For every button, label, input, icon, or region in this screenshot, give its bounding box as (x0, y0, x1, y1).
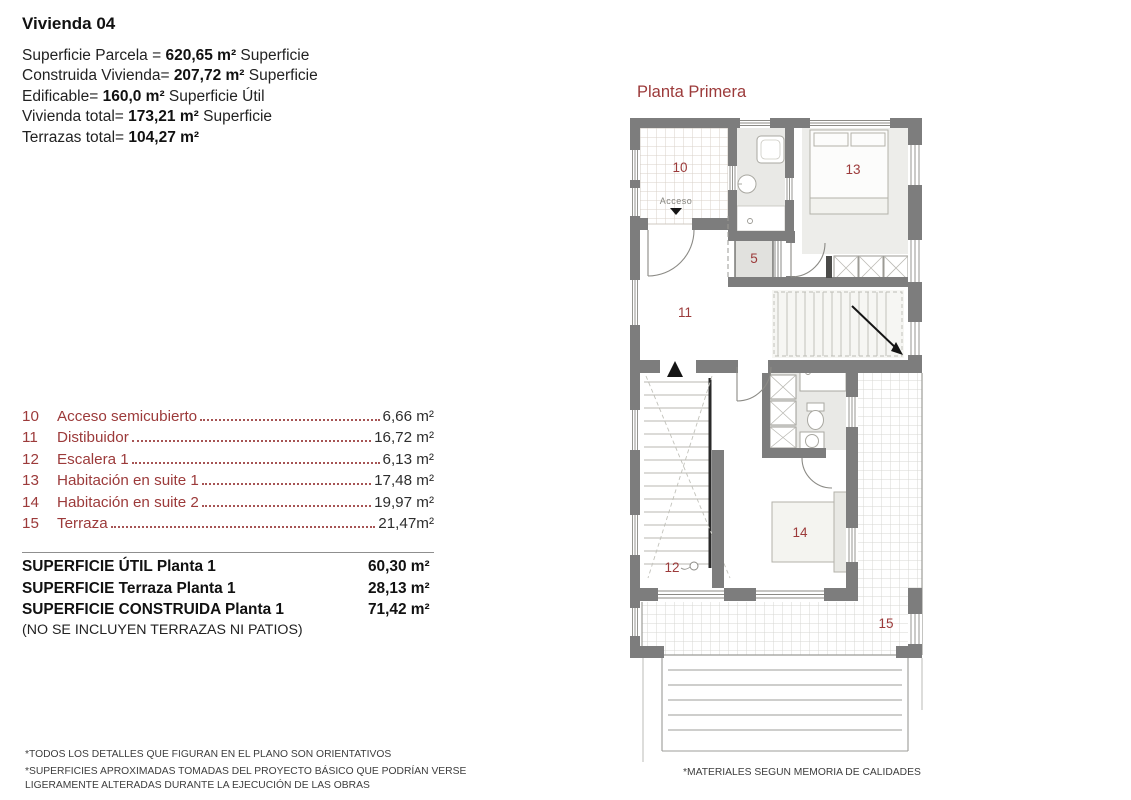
summary-row (22, 599, 434, 621)
stair-up-arrow (667, 361, 683, 377)
room-area: 19,97 m² (374, 493, 434, 511)
label-room5: 5 (750, 251, 758, 266)
room-number: 13 (22, 472, 39, 490)
stat-line: Superficie Parcela = 620,65 m² Superficie (22, 47, 310, 64)
dotted-leader (132, 440, 371, 442)
dotted-leader (111, 526, 376, 528)
surface-stats (22, 46, 318, 148)
stat-line: Construida Vivienda= 207,72 m² Superficie (22, 67, 318, 85)
room-name: Acceso semicubierto (57, 408, 198, 425)
summary-label: SUPERFICIE CONSTRUIDA Planta 1 (22, 601, 284, 619)
floor-plan (620, 110, 950, 770)
door-bath14 (802, 458, 832, 488)
legend-row (22, 515, 434, 536)
room-number: 14 (22, 493, 39, 511)
room-area: 6,13 m² (382, 450, 434, 468)
summary-note: (NO SE INCLUYEN TERRAZAS NI PATIOS) (22, 621, 303, 638)
summary-label: SUPERFICIE Terraza Planta 1 (22, 579, 236, 597)
room-name: Habitación en suite 2 (57, 493, 199, 511)
label-room15: 15 (878, 616, 894, 631)
door-jamb (826, 256, 832, 278)
room-number: 10 (22, 408, 39, 425)
dotted-leader (200, 419, 379, 421)
dotted-leader (202, 505, 371, 507)
summary-label: SUPERFICIE ÚTIL Planta 1 (22, 558, 216, 575)
closet-room13 (834, 256, 908, 280)
bed-room14 (772, 492, 847, 572)
door-room10 (648, 230, 694, 276)
room-name: Terraza (57, 514, 108, 532)
toilet-tank (807, 403, 824, 411)
room-area: 6,66 m² (382, 408, 434, 425)
label-room11: 11 (677, 305, 693, 320)
label-room14: 14 (792, 525, 808, 540)
page-title: Vivienda 04 (22, 14, 116, 33)
stair-label-marker (690, 562, 698, 570)
exterior-steps (662, 658, 908, 751)
footnotes (25, 748, 500, 796)
label-acceso: Acceso (659, 196, 693, 206)
room-legend (22, 408, 434, 536)
label-room10: 10 (672, 160, 688, 175)
plan-title: Planta Primera (637, 83, 747, 101)
room-number: 11 (22, 429, 38, 447)
summary-row (22, 556, 434, 578)
legend-row (22, 472, 434, 493)
dotted-leader (132, 462, 380, 464)
boundary-lines (643, 658, 922, 762)
legend-row (22, 451, 434, 472)
stat-line: Terrazas total= 104,27 m² (22, 128, 200, 146)
summary-value: 71,42 m² (368, 601, 430, 619)
summary-value: 60,30 m² (368, 558, 430, 575)
room-area: 17,48 m² (374, 472, 434, 490)
room-10-floor (640, 128, 728, 224)
room-area: 16,72 m² (374, 429, 434, 447)
room-area: 21,47m² (378, 514, 434, 532)
materials-note: *MATERIALES SEGUN MEMORIA DE CALIDADES (683, 767, 921, 778)
legend-row (22, 494, 434, 515)
room-number: 15 (22, 514, 39, 532)
summary-row (22, 578, 434, 600)
room-name: Distibuidor (57, 429, 129, 447)
footnote: *TODOS LOS DETALLES QUE FIGURAN EN EL PLANO SON ORIENTATIVOS (25, 749, 392, 760)
room-name: Escalera 1 (57, 450, 129, 468)
toilet (808, 411, 824, 430)
label-room12: 12 (664, 560, 680, 575)
stair-landing-floor (772, 290, 904, 358)
dotted-leader (202, 483, 371, 485)
legend-row (22, 429, 434, 450)
surface-summary (22, 552, 434, 640)
summary-value: 28,13 m² (368, 579, 430, 597)
shower-room-top (737, 206, 785, 231)
label-room13: 13 (845, 162, 861, 177)
room-name: Habitación en suite 1 (57, 472, 199, 490)
closet-room14 (770, 375, 796, 448)
stat-line: Vivienda total= 173,21 m² Superficie (22, 108, 273, 126)
room-number: 12 (22, 450, 39, 468)
footnote: *SUPERFICIES APROXIMADAS TOMADAS DEL PROYECTO BÁSICO QUE PODRÍAN VERSE LIGERAMENTE ALTERADAS DURANTE LA EJECUCIÓN DE LAS OBRAS (25, 766, 467, 791)
stat-line: Edificable= 160,0 m² Superficie Útil (22, 87, 265, 105)
legend-row (22, 408, 434, 429)
